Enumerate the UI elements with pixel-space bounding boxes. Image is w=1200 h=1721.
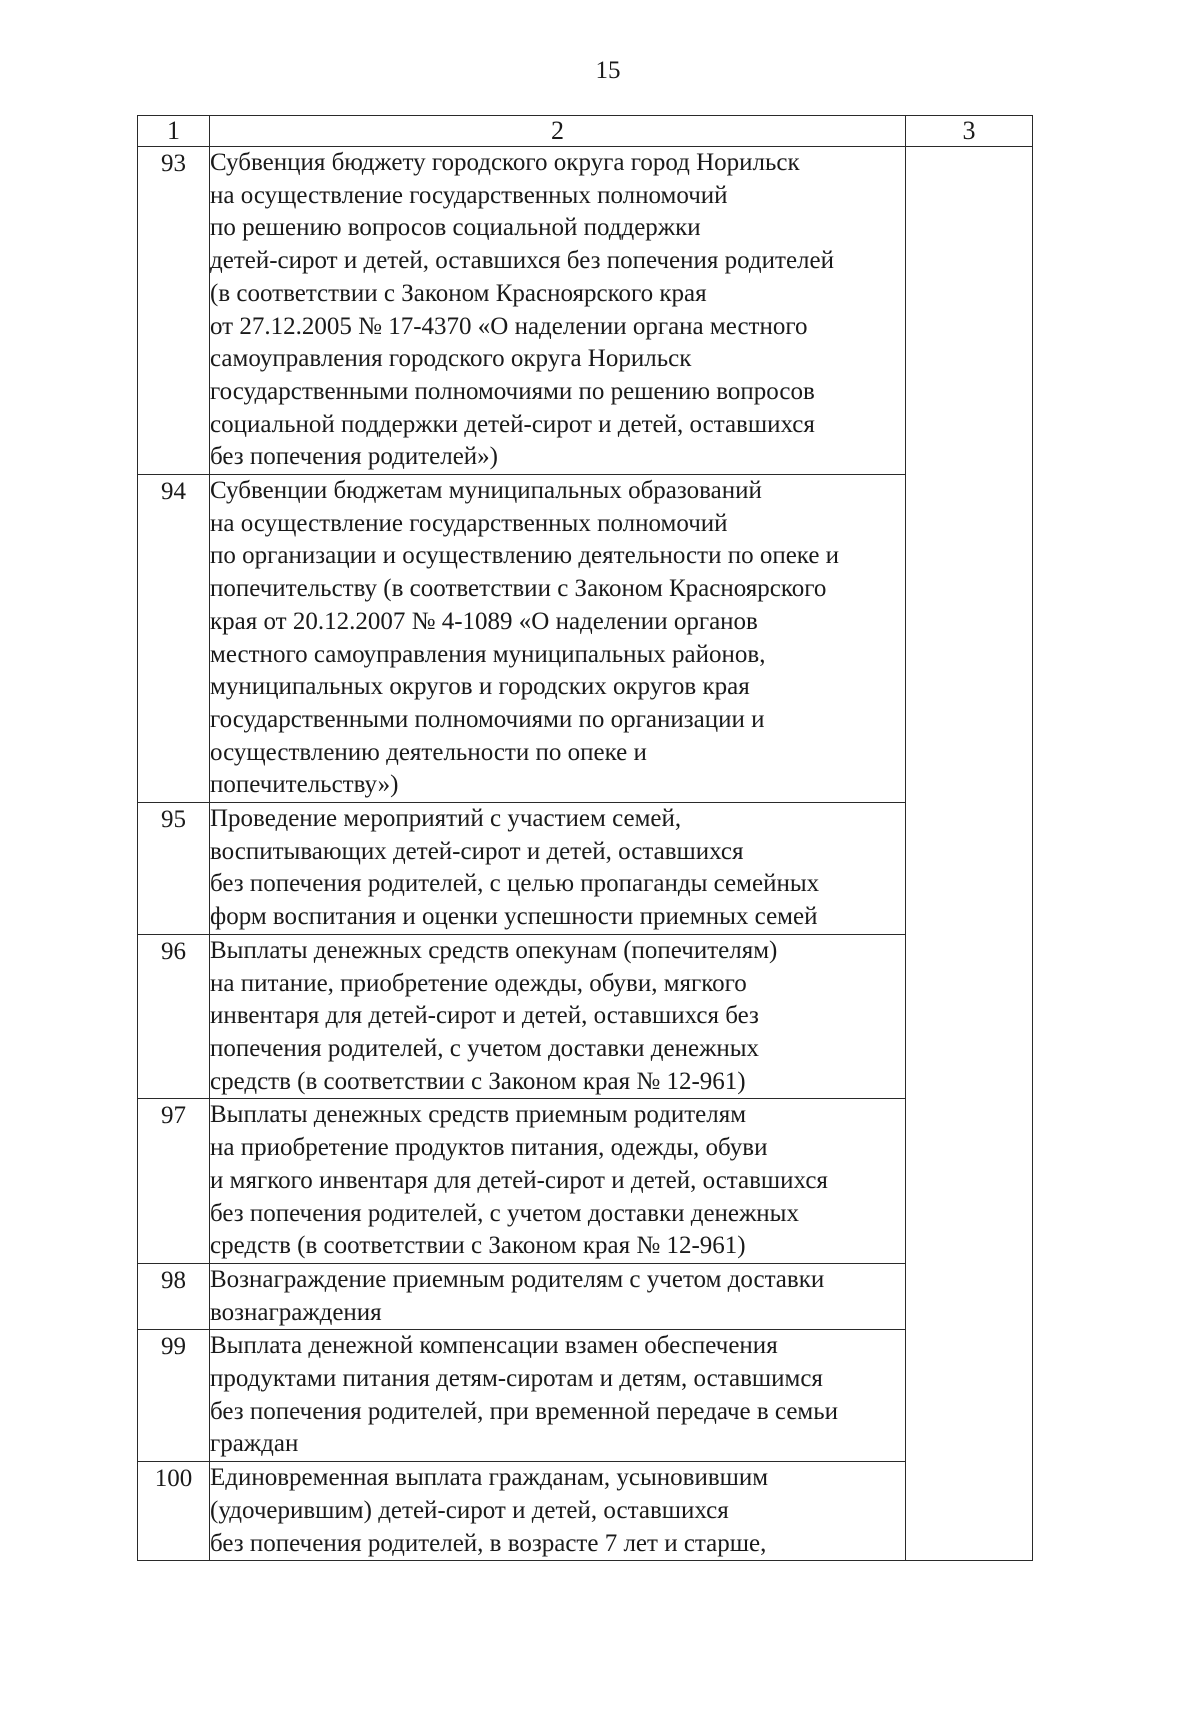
description-line: местного самоуправления муниципальных районов, [210,640,766,668]
description-line: без попечения родителей, с целью пропаганды семейных [210,870,820,898]
description-line: края от 20.12.2007 № 4-1089 «О наделении органов [210,607,758,635]
description-line: Вознаграждение приемным родителям с учетом доставки [210,1265,825,1293]
row-number: 96 [138,934,210,1099]
description-line: от 27.12.2005 № 17-4370 «О наделении органа местного [210,312,808,340]
row-amount [906,1330,1033,1462]
description-line: попечительству») [210,771,399,799]
description-line: социальной поддержки детей-сирот и детей, оставшихся [210,410,815,438]
row-number: 97 [138,1099,210,1264]
row-description [210,1099,906,1264]
description-line: без попечения родителей, в возрасте 7 лет и старше, [210,1529,767,1557]
row-amount [906,475,1033,803]
description-line: без попечения родителей, при временной передаче в семьи [210,1397,839,1425]
description-line: на питание, приобретение одежды, обуви, мягкого [210,969,747,997]
table-row [138,1462,1033,1561]
row-description [210,803,906,935]
description-line: форм воспитания и оценки успешности приемных семей [210,903,818,931]
table-row [138,147,1033,475]
description-line: самоуправления городского округа Норильск [210,345,692,373]
description-line: по решению вопросов социальной поддержки [210,214,701,242]
row-description [210,1263,906,1329]
row-description [210,1330,906,1462]
description-line: по организации и осуществлению деятельности по опеке и [210,542,840,570]
description-line: граждан [210,1430,299,1458]
description-line: средств (в соответствии с Законом края № 12-961) [210,1067,746,1095]
description-line: осуществлению деятельности по опеке и [210,738,647,766]
column-header-description: 2 [210,116,906,147]
table-header-row [138,116,1033,147]
page-number: 15 [595,57,621,84]
table-row [138,1263,1033,1329]
column-header-number: 1 [138,116,210,147]
description-line: на приобретение продуктов питания, одежды, обуви [210,1134,768,1162]
description-line: государственными полномочиями по решению вопросов [210,377,815,405]
description-line: Проведение мероприятий с участием семей, [210,805,682,833]
description-line: Выплаты денежных средств опекунам (попечителям) [210,936,778,964]
description-line: (удочерившим) детей-сирот и детей, оставшихся [210,1496,729,1524]
row-amount [906,1263,1033,1329]
description-line: Субвенции бюджетам муниципальных образований [210,477,762,505]
description-line: Единовременная выплата гражданам, усыновившим [210,1464,769,1492]
description-line: попечения родителей, с учетом доставки денежных [210,1034,760,1062]
table-row [138,1099,1033,1264]
row-number: 93 [138,147,210,475]
row-description [210,147,906,475]
description-line: без попечения родителей») [210,443,499,471]
row-description [210,1462,906,1561]
row-number: 99 [138,1330,210,1462]
description-line: Выплаты денежных средств приемным родителям [210,1101,747,1129]
row-amount [906,934,1033,1099]
description-line: муниципальных округов и городских округов края [210,673,750,701]
description-line: государственными полномочиями по организации и [210,705,765,733]
row-amount [906,147,1033,475]
description-line: и мягкого инвентаря для детей-сирот и детей, оставшихся [210,1166,828,1194]
description-line: на осуществление государственных полномочий [210,509,728,537]
budget-table [137,115,1033,1561]
table-body [138,116,1033,1561]
description-line: попечительству (в соответствии с Законом Красноярского [210,575,827,603]
row-number: 94 [138,475,210,803]
description-line: Субвенция бюджету городского округа город Норильск [210,149,800,176]
description-line: Выплата денежной компенсации взамен обеспечения [210,1332,778,1360]
description-line: на осуществление государственных полномочий [210,181,728,209]
table-row [138,803,1033,935]
description-line: без попечения родителей, с учетом доставки денежных [210,1199,799,1227]
column-header-amount: 3 [906,116,1033,147]
description-line: средств (в соответствии с Законом края № 12-961) [210,1232,746,1260]
row-number: 100 [138,1462,210,1561]
description-line: вознаграждения [210,1298,382,1326]
row-number: 98 [138,1263,210,1329]
row-amount [906,1099,1033,1264]
description-line: продуктами питания детям-сиротам и детям, оставшимся [210,1365,823,1393]
description-line: детей-сирот и детей, оставшихся без попечения родителей [210,247,834,275]
row-amount [906,803,1033,935]
table-row [138,934,1033,1099]
row-description [210,475,906,803]
row-amount [906,1462,1033,1561]
row-description [210,934,906,1099]
row-number: 95 [138,803,210,935]
table-row [138,475,1033,803]
table-row [138,1330,1033,1462]
description-line: инвентаря для детей-сирот и детей, оставшихся без [210,1002,759,1030]
description-line: воспитывающих детей-сирот и детей, оставшихся [210,837,744,865]
description-line: (в соответствии с Законом Красноярского края [210,279,707,307]
